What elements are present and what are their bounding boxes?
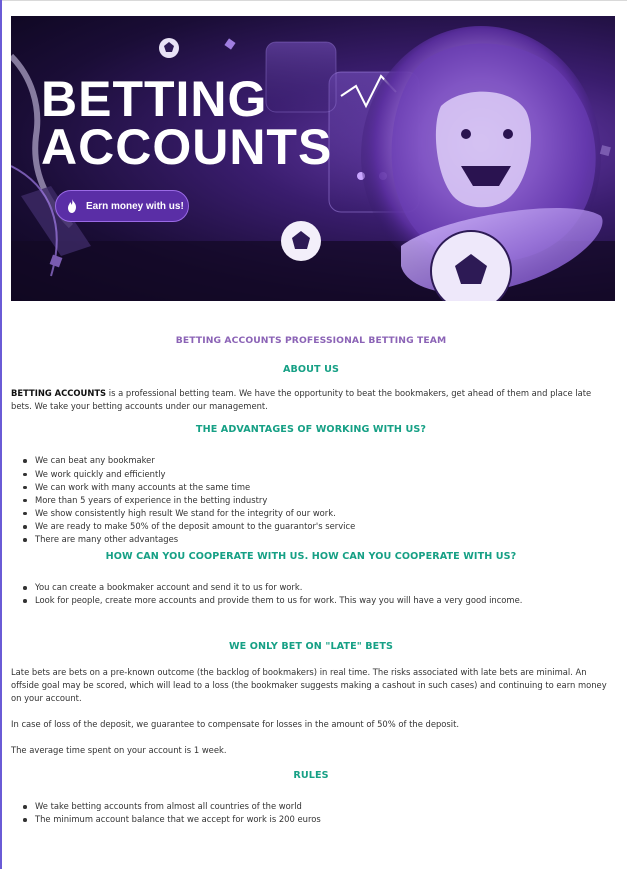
rules-list xyxy=(11,800,611,826)
fire-icon xyxy=(66,199,78,213)
list-item: There are many other advantages xyxy=(23,533,611,546)
page-left-border xyxy=(0,0,2,869)
about-paragraph xyxy=(11,387,611,413)
about-brand: BETTING ACCOUNTS xyxy=(11,388,107,399)
about-text: is a professional betting team. We have the opportunity to beat the bookmakers, get ahead of them and place late bets. We take your betting accounts under our management. xyxy=(11,388,592,412)
page-top-border xyxy=(0,0,627,1)
advantages-heading: THE ADVANTAGES OF WORKING WITH US? xyxy=(195,424,427,436)
rules-heading: RULES xyxy=(293,769,329,781)
late-bets-heading: WE ONLY BET ON "LATE" BETS xyxy=(229,641,393,653)
advantages-list xyxy=(11,454,611,546)
list-item: More than 5 years of experience in the betting industry xyxy=(23,494,611,507)
late-bets-paragraph-2: In case of loss of the deposit, we guarantee to compensate for losses in the amount of 50% of the deposit. xyxy=(11,718,460,729)
about-heading: ABOUT US xyxy=(282,364,340,376)
banner-title xyxy=(41,71,333,175)
list-item: We take betting accounts from almost all countries of the world xyxy=(23,800,611,813)
article-content xyxy=(11,330,611,826)
earn-money-button[interactable] xyxy=(55,190,189,222)
list-item: Look for people, create more accounts and provide them to us for work. This way you will have a very good income. xyxy=(23,594,611,607)
cooperate-heading: HOW CAN YOU COOPERATE WITH US. HOW CAN YOU COOPERATE WITH US? xyxy=(105,551,517,563)
list-item: We work quickly and efficiently xyxy=(23,468,611,481)
cooperate-list xyxy=(11,581,611,607)
list-item: You can create a bookmaker account and send it to us for work. xyxy=(23,581,611,594)
late-bets-paragraph-1: Late bets are bets on a pre-known outcome (the backlog of bookmakers) in real time. The risks associated with late bets are minimal. An offside goal may be scored, which will lead to a loss (the bookmaker suggests making a cashout in such cases) and continuing to earn money on your account. xyxy=(11,666,607,703)
team-heading: BETTING ACCOUNTS PROFESSIONAL BETTING TEAM xyxy=(175,335,447,346)
list-item: We can beat any bookmaker xyxy=(23,454,611,467)
list-item: We can work with many accounts at the same time xyxy=(23,481,611,494)
list-item: The minimum account balance that we accept for work is 200 euros xyxy=(23,813,611,826)
list-item: We show consistently high result We stand for the integrity of our work. xyxy=(23,507,611,520)
hero-banner xyxy=(11,16,615,301)
banner-title-line1: BETTING xyxy=(41,71,268,127)
late-bets-paragraph-3: The average time spent on your account is 1 week. xyxy=(11,744,227,755)
earn-money-label: Earn money with us! xyxy=(86,200,184,212)
banner-title-line2: ACCOUNTS xyxy=(41,119,333,175)
list-item: We are ready to make 50% of the deposit amount to the guarantor's service xyxy=(23,520,611,533)
